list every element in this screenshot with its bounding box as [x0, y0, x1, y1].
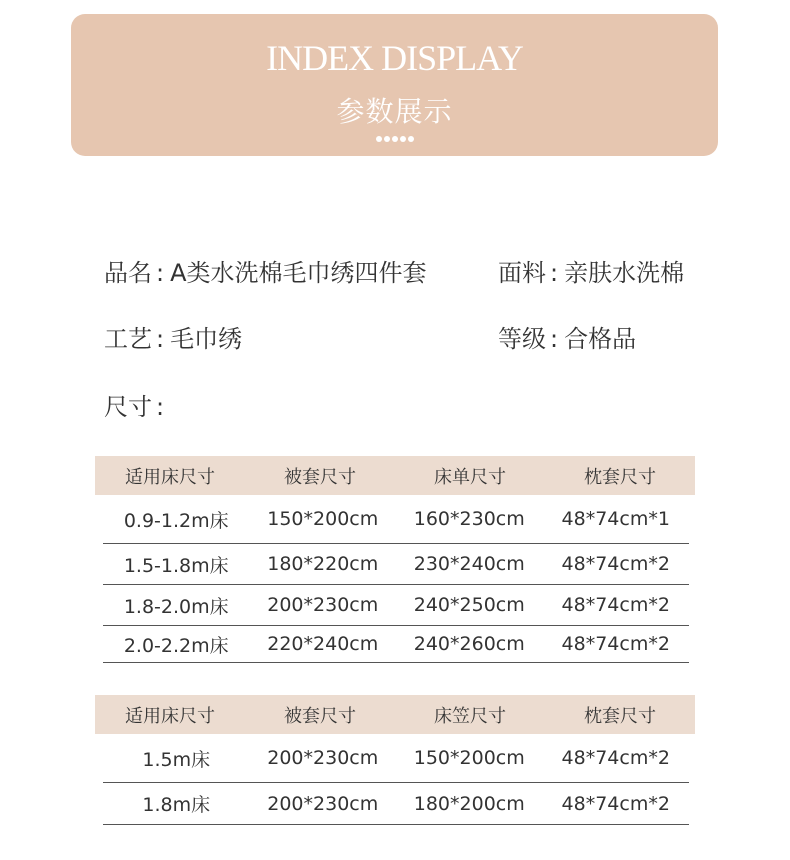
- table-cell: 150*200cm: [413, 747, 525, 769]
- table-cell: 1.5-1.8m床: [123, 554, 229, 577]
- table-header-cell: 枕套尺寸: [584, 466, 656, 488]
- table-cell: 48*74cm*2: [561, 747, 670, 769]
- table-header-cell: 床单尺寸: [434, 466, 506, 488]
- dot-icon: [400, 136, 406, 142]
- table-row: [103, 626, 689, 663]
- table-cell: 240*260cm: [413, 633, 525, 655]
- table-cell: 240*250cm: [413, 594, 525, 616]
- table-cell: 48*74cm*2: [561, 633, 670, 655]
- dot-icon: [408, 136, 414, 142]
- info-fabric: [498, 257, 684, 289]
- table-cell: 1.8-2.0m床: [123, 595, 229, 618]
- info-value: A类水洗棉毛巾绣四件套: [170, 259, 427, 287]
- size-table-sheet: [95, 456, 695, 663]
- info-product-name: [104, 257, 427, 289]
- table-cell: 160*230cm: [413, 508, 525, 530]
- table-row: [103, 734, 689, 783]
- table-cell: 2.0-2.2m床: [123, 634, 229, 657]
- table-header: [95, 456, 695, 495]
- table-cell: 180*200cm: [413, 792, 525, 815]
- info-value: 合格品: [564, 325, 637, 353]
- info-value: 亲肤水洗棉: [564, 259, 685, 287]
- table-row: [103, 495, 689, 544]
- info-separator: :: [156, 393, 165, 421]
- info-craft: [104, 323, 242, 355]
- table-header-cell: 枕套尺寸: [584, 705, 656, 727]
- table-row: [103, 544, 689, 585]
- info-size: [104, 391, 170, 423]
- table-cell: 200*230cm: [267, 594, 379, 616]
- table-cell: 220*240cm: [267, 633, 379, 655]
- table-cell: 230*240cm: [413, 553, 525, 575]
- banner-title-cn: 参数展示: [336, 95, 453, 128]
- table-header-cell: 被套尺寸: [284, 705, 356, 727]
- table-cell: 48*74cm*2: [561, 594, 670, 616]
- table-row: [103, 585, 689, 626]
- size-table-fitted: [95, 695, 695, 825]
- table-header-cell: 适用床尺寸: [125, 466, 215, 488]
- info-separator: :: [550, 259, 559, 287]
- table-cell: 180*220cm: [267, 553, 379, 575]
- dot-icon: [376, 136, 382, 142]
- table-header-cell: 适用床尺寸: [125, 705, 215, 727]
- info-grade: [498, 323, 636, 355]
- table-cell: 1.8m床: [142, 794, 211, 816]
- table-header-cell: 床笠尺寸: [434, 705, 506, 727]
- dot-icon: [384, 136, 390, 142]
- info-separator: :: [550, 325, 559, 353]
- info-label: 面料: [498, 259, 546, 287]
- info-label: 尺寸: [104, 393, 152, 421]
- banner-title-en: INDEX DISPLAY: [266, 38, 523, 78]
- table-header-cell: 被套尺寸: [284, 466, 356, 488]
- info-label: 工艺: [104, 325, 152, 353]
- dot-icon: [392, 136, 398, 142]
- info-separator: :: [156, 325, 165, 353]
- table-header: [95, 695, 695, 734]
- table-cell: 150*200cm: [267, 508, 379, 530]
- table-cell: 0.9-1.2m床: [123, 509, 229, 532]
- table-cell: 200*230cm: [267, 792, 379, 815]
- info-separator: :: [156, 259, 165, 287]
- table-cell: 48*74cm*2: [561, 553, 670, 575]
- banner-dots: [71, 136, 718, 142]
- table-cell: 200*230cm: [267, 747, 379, 769]
- info-value: 毛巾绣: [170, 325, 243, 353]
- info-label: 品名: [104, 259, 152, 287]
- header-banner: [71, 14, 718, 156]
- table-cell: 48*74cm*1: [561, 508, 670, 530]
- info-label: 等级: [498, 325, 546, 353]
- table-cell: 48*74cm*2: [561, 792, 670, 815]
- table-row: [103, 783, 689, 825]
- table-cell: 1.5m床: [142, 748, 211, 771]
